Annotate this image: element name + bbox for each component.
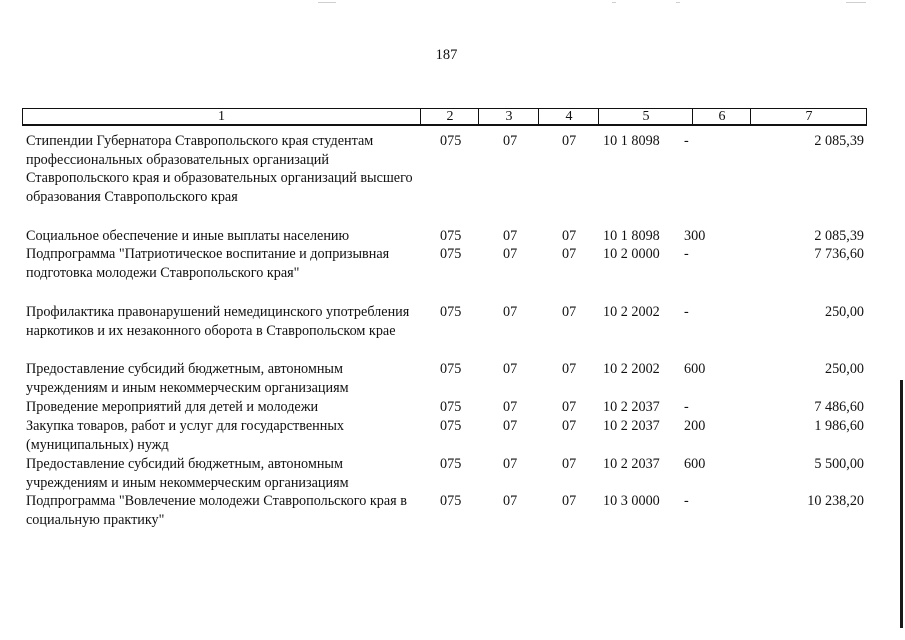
row-amount: 7 486,60 xyxy=(814,399,864,415)
row-expense-type: - xyxy=(684,304,689,320)
row-subsection-code: 07 xyxy=(562,133,577,149)
row-subsection-code: 07 xyxy=(562,399,577,415)
row-section-code: 07 xyxy=(503,399,518,415)
scan-speck xyxy=(318,2,336,3)
row-amount: 5 500,00 xyxy=(814,456,864,472)
row-amount: 2 085,39 xyxy=(814,228,864,244)
row-amount: 10 238,20 xyxy=(807,493,864,509)
row-target-code: 10 2 2037 xyxy=(603,456,660,472)
row-amount: 250,00 xyxy=(824,304,864,320)
row-ministry-code: 075 xyxy=(440,228,462,244)
row-amount: 1 986,60 xyxy=(814,418,864,434)
row-target-code: 10 2 2002 xyxy=(603,304,660,320)
row-name: Предоставление субсидий бюджетным, автономным учреждениям и иным некоммерческим организациям xyxy=(26,456,349,491)
row-ministry-code: 075 xyxy=(440,246,462,262)
row-expense-type: 600 xyxy=(684,456,706,472)
row-subsection-code: 07 xyxy=(562,493,577,509)
row-subsection-code: 07 xyxy=(562,304,577,320)
row-subsection-code: 07 xyxy=(562,418,577,434)
row-section-code: 07 xyxy=(503,418,518,434)
row-name: Профилактика правонарушений немедицинского употребления наркотиков и их незаконного оборота в Ставропольском крае xyxy=(26,304,410,339)
row-subsection-code: 07 xyxy=(562,228,577,244)
row-amount: 7 736,60 xyxy=(814,246,864,262)
scan-artifacts xyxy=(0,2,905,8)
page-number: 187 xyxy=(435,47,458,63)
row-target-code: 10 2 2037 xyxy=(603,399,660,415)
header-col-4: 4 xyxy=(538,109,599,124)
row-name: Подпрограмма "Патриотическое воспитание и допризывная подготовка молодежи Ставропольского края" xyxy=(26,246,390,281)
row-amount: 2 085,39 xyxy=(814,133,864,149)
row-section-code: 07 xyxy=(503,493,518,509)
row-ministry-code: 075 xyxy=(440,361,462,377)
row-subsection-code: 07 xyxy=(562,456,577,472)
scan-speck xyxy=(676,2,680,3)
row-name: Подпрограмма "Вовлечение молодежи Ставропольского края в социальную практику" xyxy=(26,493,407,528)
row-name: Проведение мероприятий для детей и молодежи xyxy=(26,399,319,415)
row-expense-type: - xyxy=(684,493,689,509)
row-section-code: 07 xyxy=(503,361,518,377)
row-subsection-code: 07 xyxy=(562,246,577,262)
row-ministry-code: 075 xyxy=(440,133,462,149)
scan-speck xyxy=(846,2,866,3)
row-name: Закупка товаров, работ и услуг для государственных (муниципальных) нужд xyxy=(26,418,344,453)
row-expense-type: - xyxy=(684,133,689,149)
row-ministry-code: 075 xyxy=(440,493,462,509)
header-col-1: 1 xyxy=(218,109,225,124)
row-expense-type: 200 xyxy=(684,418,706,434)
row-name: Предоставление субсидий бюджетным, автономным учреждениям и иным некоммерческим организациям xyxy=(26,361,349,396)
row-amount: 250,00 xyxy=(824,361,864,377)
row-target-code: 10 2 2037 xyxy=(603,418,660,434)
row-section-code: 07 xyxy=(503,456,518,472)
row-ministry-code: 075 xyxy=(440,418,462,434)
row-target-code: 10 3 0000 xyxy=(603,493,660,509)
row-expense-type: - xyxy=(684,246,689,262)
scan-margin-line xyxy=(900,380,903,628)
scan-speck xyxy=(612,2,616,3)
row-section-code: 07 xyxy=(503,133,518,149)
row-name: Стипендии Губернатора Ставропольского края студентам профессиональных образовательных организаций Ставропольского края и образовательных организаций высшего образования Ставропольского края xyxy=(26,133,413,205)
row-target-code: 10 1 8098 xyxy=(603,133,660,149)
row-section-code: 07 xyxy=(503,246,518,262)
header-col-7: 7 xyxy=(750,109,867,124)
table-header xyxy=(22,108,867,126)
row-subsection-code: 07 xyxy=(562,361,577,377)
header-col-2: 2 xyxy=(420,109,479,124)
row-ministry-code: 075 xyxy=(440,456,462,472)
header-col-3: 3 xyxy=(478,109,539,124)
row-target-code: 10 1 8098 xyxy=(603,228,660,244)
header-col-5: 5 xyxy=(598,109,693,124)
row-expense-type: - xyxy=(684,399,689,415)
row-ministry-code: 075 xyxy=(440,399,462,415)
header-col-6: 6 xyxy=(692,109,751,124)
row-ministry-code: 075 xyxy=(440,304,462,320)
row-expense-type: 600 xyxy=(684,361,706,377)
row-target-code: 10 2 0000 xyxy=(603,246,660,262)
row-target-code: 10 2 2002 xyxy=(603,361,660,377)
row-expense-type: 300 xyxy=(684,228,706,244)
row-section-code: 07 xyxy=(503,228,518,244)
row-section-code: 07 xyxy=(503,304,518,320)
row-name: Социальное обеспечение и иные выплаты населению xyxy=(26,228,350,244)
